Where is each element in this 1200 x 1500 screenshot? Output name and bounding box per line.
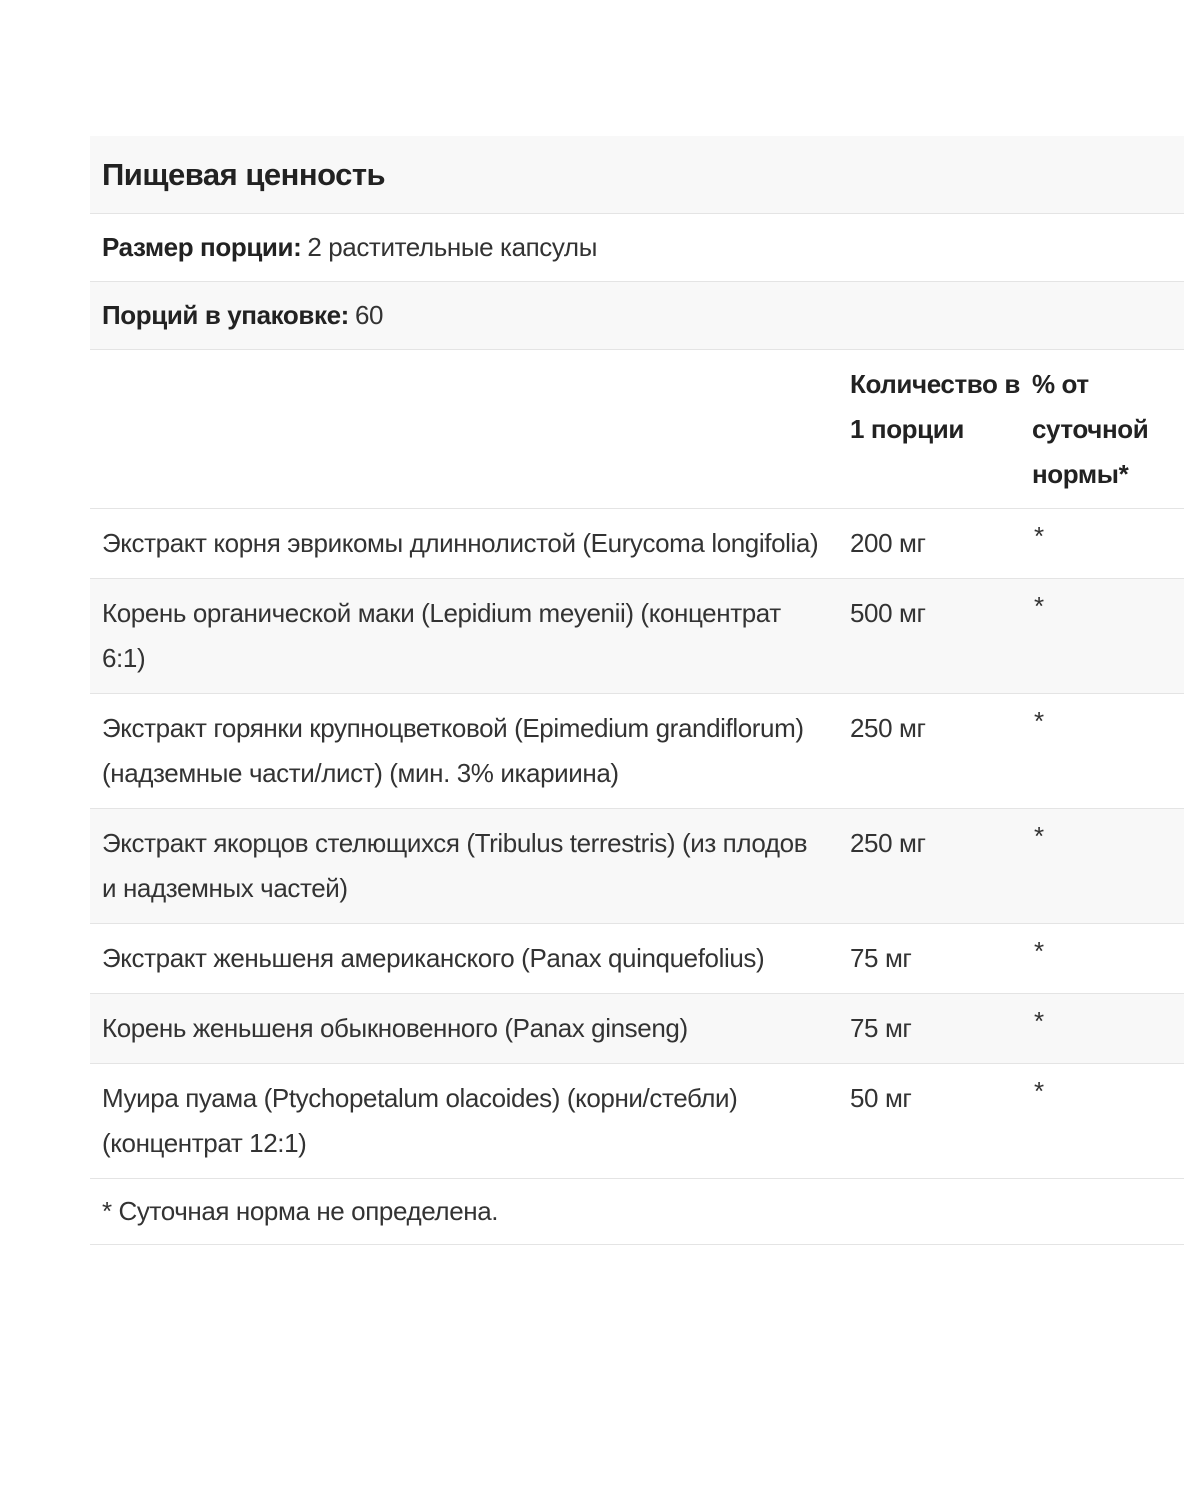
table-row: [90, 508, 1184, 578]
ingredient-amount: 250 мг: [850, 712, 926, 743]
table-body: [90, 508, 1184, 1178]
ingredient-daily-value: *: [1034, 590, 1044, 621]
ingredient-name: Муира пуама (Ptychopetalum olacoides) (корни/стебли) (концентрат 12:1): [102, 1082, 738, 1158]
table-row: [90, 993, 1184, 1063]
ingredient-daily-value: *: [1034, 1005, 1044, 1036]
ingredient-name: Корень органической маки (Lepidium meyenii) (концентрат 6:1): [102, 597, 781, 673]
daily-value-column-header: % от суточной нормы*: [1032, 369, 1149, 489]
ingredient-name: Экстракт корня эврикомы длиннолистой (Eurycoma longifolia): [102, 527, 819, 558]
serving-size-row: [90, 214, 1184, 282]
ingredient-amount: 200 мг: [850, 527, 926, 558]
ingredient-daily-value: *: [1034, 705, 1044, 736]
nutrition-table: [90, 350, 1184, 1179]
serving-size-label: Размер порции:: [102, 232, 302, 262]
ingredient-name: Экстракт женьшеня американского (Panax quinquefolius): [102, 942, 765, 973]
table-header-row: [90, 350, 1184, 508]
table-row: [90, 578, 1184, 693]
ingredient-name: Экстракт горянки крупноцветковой (Epimedium grandiflorum) (надземные части/лист) (мин. 3% икариина): [102, 712, 804, 788]
ingredient-daily-value: *: [1034, 935, 1044, 966]
ingredient-daily-value: *: [1034, 1075, 1044, 1106]
ingredient-amount: 500 мг: [850, 597, 926, 628]
ingredient-name: Экстракт якорцов стелющихся (Tribulus terrestris) (из плодов и надземных частей): [102, 827, 808, 903]
servings-per-container-value: 60: [354, 300, 384, 330]
ingredient-column-header: [90, 350, 840, 508]
footnote: * Суточная норма не определена.: [90, 1179, 1184, 1245]
ingredient-daily-value: *: [1034, 820, 1044, 851]
table-row: [90, 1063, 1184, 1178]
ingredient-amount: 50 мг: [850, 1082, 912, 1113]
ingredient-amount: 75 мг: [850, 942, 912, 973]
table-row: [90, 693, 1184, 808]
panel-header: [90, 136, 1184, 214]
ingredient-daily-value: *: [1034, 520, 1044, 551]
servings-per-container-label: Порций в упаковке:: [102, 300, 349, 330]
table-row: [90, 808, 1184, 923]
serving-size-value: 2 растительные капсулы: [307, 232, 597, 262]
servings-per-container-row: [90, 282, 1184, 350]
ingredient-name: Корень женьшеня обыкновенного (Panax ginseng): [102, 1012, 688, 1043]
amount-column-header: Количество в 1 порции: [850, 369, 1020, 444]
ingredient-amount: 250 мг: [850, 827, 926, 858]
supplement-facts-panel: [90, 136, 1184, 1245]
panel-title: Пищевая ценность: [102, 156, 386, 192]
ingredient-amount: 75 мг: [850, 1012, 912, 1043]
table-row: [90, 923, 1184, 993]
